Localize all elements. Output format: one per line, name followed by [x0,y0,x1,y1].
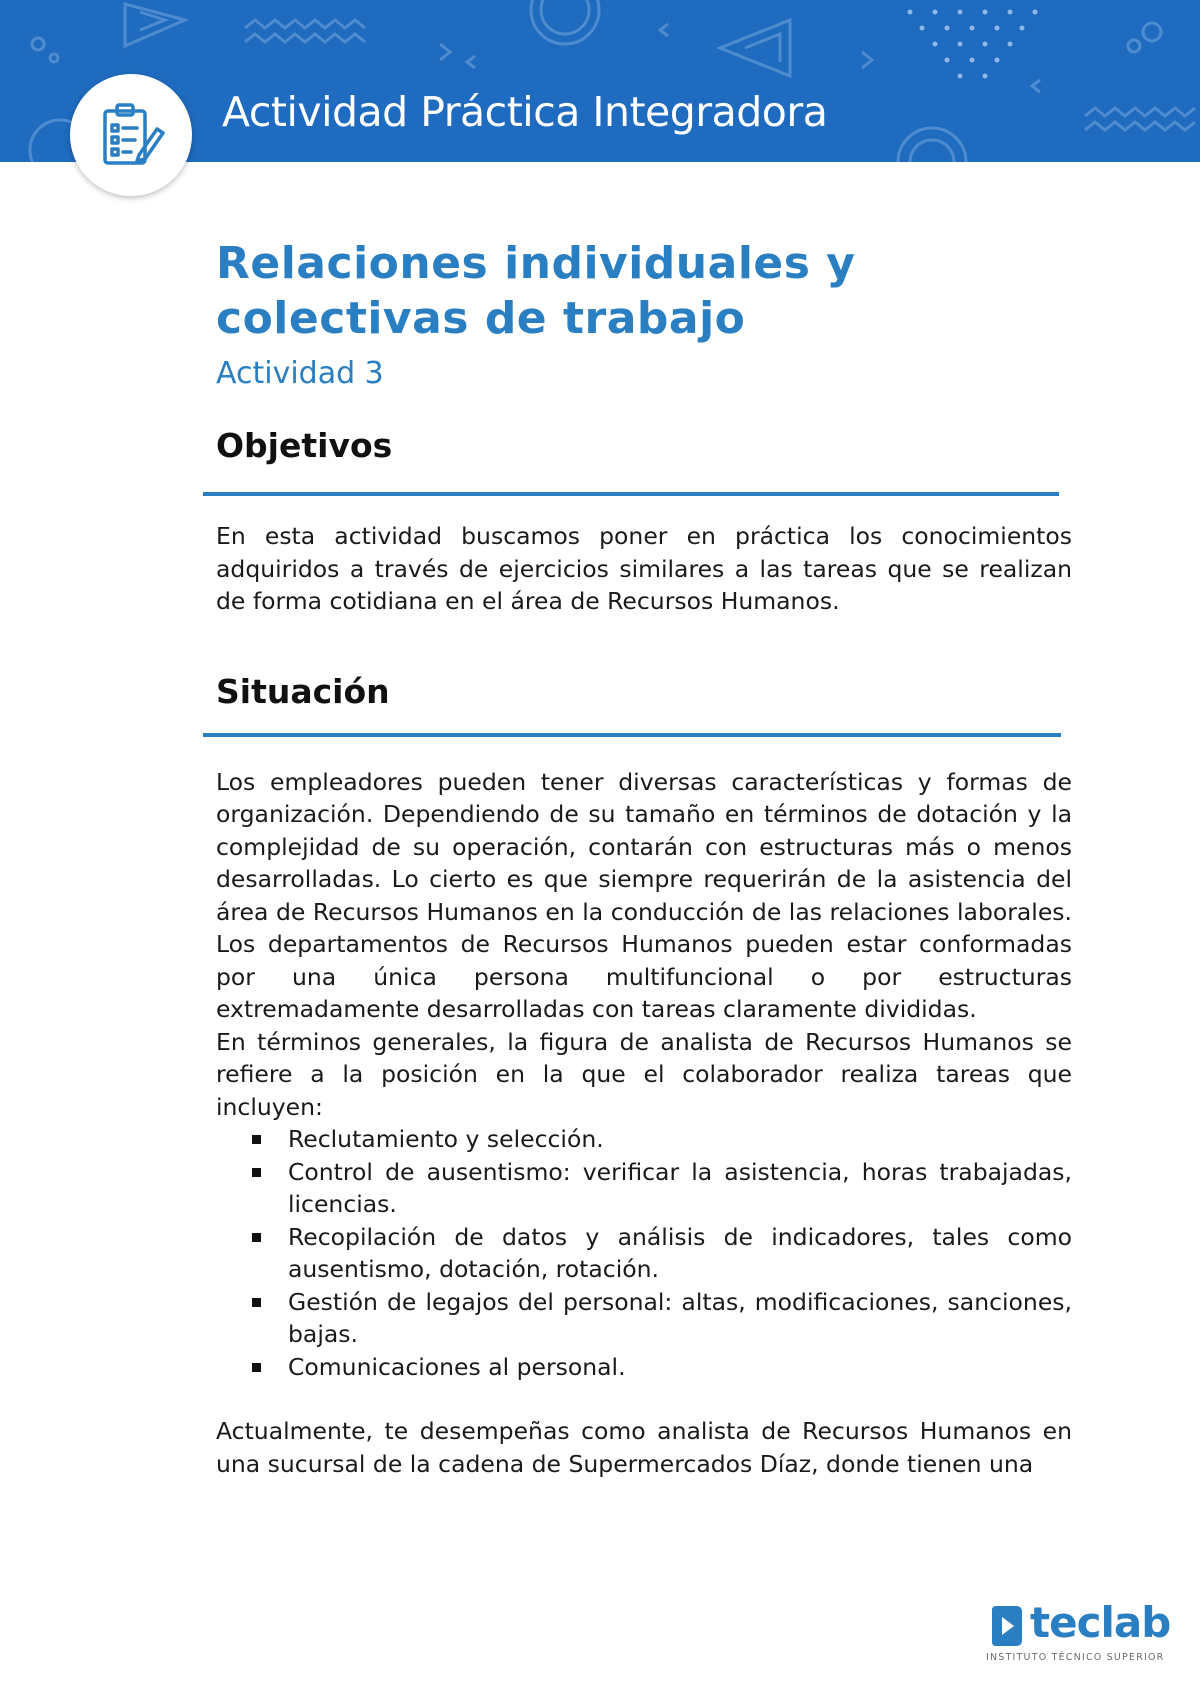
situacion-paragraph-2: En términos generales, la figura de analista de Recursos Humanos se refiere a la posición en la que el colaborador realiza tareas que incluyen: [216,1027,1072,1121]
activity-badge [70,74,192,196]
objetivos-paragraph: En esta actividad buscamos poner en práctica los conocimientos adquiridos a través de ejercicios similares a las tareas que se realizan de forma cotidiana en el área de Recursos Humanos. [216,522,1072,615]
bullet-marker [252,1233,261,1242]
situacion-heading: Situación [216,671,390,711]
document-edit-icon [95,99,167,171]
situacion-divider [203,733,1061,737]
bullet-marker [252,1298,261,1307]
logo-tagline: INSTITUTO TÉCNICO SUPERIOR [986,1652,1165,1663]
situacion-paragraph-3: Actualmente, te desempeñas como analista de Recursos Humanos en una sucursal de la cadena de Supermercados Díaz, donde tienen una [216,1417,1072,1478]
list-item-text: Control de ausentismo: verificar la asistencia, horas trabajadas, licencias. [288,1157,1072,1218]
list-item-text: Gestión de legajos del personal: altas, modificaciones, sanciones, bajas. [288,1287,1072,1348]
bullet-marker [252,1168,261,1177]
logo-wordmark: teclab [1030,1598,1171,1647]
tasks-list [216,1123,1072,1383]
list-item [216,1156,1072,1221]
teclab-logo [986,1598,1171,1666]
list-item-text: Recopilación de datos y análisis de indicadores, tales como ausentismo, dotación, rotación. [288,1222,1072,1283]
objetivos-heading: Objetivos [216,426,393,465]
objetivos-divider [203,492,1059,496]
document-title [216,236,1072,346]
list-item [216,1123,1072,1156]
situacion-paragraph-1: Los empleadores pueden tener diversas características y formas de organización. Dependiendo de su tamaño en términos de dotación y la complejidad de su operación, contarán con estructuras más o menos desarrolladas. Lo cierto es que siempre requerirán de la asistencia del área de Recursos Humanos en la conducción de las relaciones laborales. Los departamentos de Recursos Humanos pueden estar conformadas por una única persona multifuncional o por estructuras extremadamente desarrolladas con tareas claramente divididas. [216,767,1072,1023]
document-title-line-2: colectivas de trabajo [216,293,746,344]
list-item [216,1351,1072,1384]
document-body [216,236,1072,1480]
play-icon [988,1604,1024,1648]
list-item [216,1286,1072,1351]
document-title-line-1: Relaciones individuales y [216,238,856,289]
document-subtitle: Actividad 3 [216,356,384,391]
bullet-marker [252,1135,261,1144]
bullet-marker [252,1363,261,1372]
list-item [216,1221,1072,1286]
list-item-text: Reclutamiento y selección. [288,1125,604,1153]
list-item-text: Comunicaciones al personal. [288,1352,626,1381]
banner-title: Actividad Práctica Integradora [222,88,828,136]
